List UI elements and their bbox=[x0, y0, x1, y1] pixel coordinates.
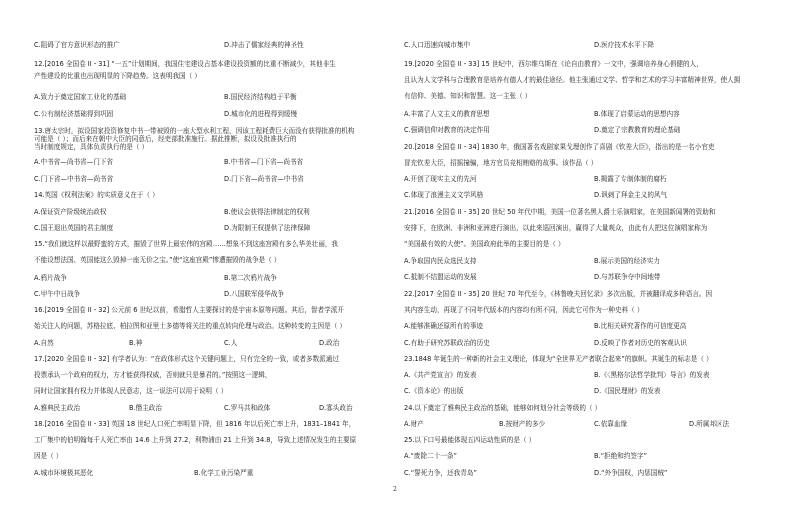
option-a: A.《共产党宣言》的发表 bbox=[404, 371, 477, 379]
option-a: A.致力于奠定国家工业化的基础 bbox=[34, 93, 127, 101]
option-d: D.医疗技术水平下降 bbox=[594, 41, 654, 49]
question-13-line: 当时制度规定，具体负责执行的是（ ） bbox=[34, 143, 149, 151]
question-15-line: 不能设想法国、英国能这么毁掉一座无价之宝。”使“这座宫殿”惨遭摧毁的战争是（ ） bbox=[34, 256, 281, 264]
question-17-line: 17.[2020 全国卷 II・32] 有学者认为：“在政体形式这个关键问题上，只有完全的一致，或者多数派通过 bbox=[34, 355, 339, 363]
question-18-line: 因是（ ） bbox=[34, 452, 63, 460]
option-a: A.丰富了人文主义的教育思想 bbox=[404, 110, 490, 118]
option-c: C.有助于研究苏联政治的历史 bbox=[404, 339, 490, 347]
option-c: C.国王退出英国的君主制度 bbox=[34, 224, 114, 232]
question-21-line: 安排下，在欧洲、非洲和亚洲进行演出，以此来巡回演出，赢得了大量观众，由此有人把这位演唱家称为 bbox=[404, 224, 708, 232]
option-b: B.神 bbox=[129, 339, 143, 347]
option-a: A.争取国内民众选民支持 bbox=[404, 257, 477, 265]
option-d: D.政治 bbox=[319, 339, 340, 347]
question-23-line: 23.1848 年诞生的一种新的社会主义理论，体现为“全世界无产者联合起来”的旗帜。其诞生的标志是（ ） bbox=[404, 355, 713, 363]
option-d: D.反映了作者对历史的客观认识 bbox=[594, 339, 687, 347]
option-a: A.中书省—尚书省—门下省 bbox=[34, 158, 114, 166]
question-20-line: 冒充钦差大臣，招摇撞骗，地方官员竞相贿赂的故事。该作品（ ） bbox=[404, 159, 598, 167]
question-24-line: 24.以下奠定了雅典民主政治的基础，能够如何划分社会等级的（ ） bbox=[404, 404, 602, 412]
question-19-line: 且认为人文学科与合理教育是培养有德人才的最佳途径。他主张通过文学、哲学和艺术的学习丰富精神世界，使人拥 bbox=[404, 76, 741, 84]
option-a: A.城市环境极其恶化 bbox=[34, 469, 94, 477]
option-d: D.八国联军侵华战争 bbox=[224, 290, 284, 298]
option-d: D.城市化的进程得到缓慢 bbox=[224, 110, 298, 118]
option-c: C.人 bbox=[224, 339, 238, 347]
option-d: D.所属邦区法 bbox=[689, 420, 730, 428]
question-25-line: 25.以下口号最能体现五四运动性质的是（ ） bbox=[404, 436, 536, 444]
question-21-line: “美国最有效的大使”。美国政府此举的主要目的是（ ） bbox=[404, 240, 565, 248]
question-19-line: 19.[2020 全国卷 II・33] 15 世纪中，西尔维乌斯在《论自由教育》一文中，强调培养身心俱健的人， bbox=[404, 60, 703, 68]
option-d: D.《国民理财》的发表 bbox=[594, 387, 661, 395]
option-d: D.“外争国权，内惩国贼” bbox=[594, 469, 668, 477]
option-a: A.鸦片战争 bbox=[34, 274, 67, 282]
question-18-line: 工厂集中的伯明翰每千人死亡率由 14.6 上升到 27.2，利物浦由 21 上升到 34.8，导致上述情况发生的主要原 bbox=[34, 436, 357, 444]
option-d: D.奠定了宗教教育的理论基础 bbox=[594, 126, 681, 134]
option-a: A.能够准确还原所有的事迹 bbox=[404, 322, 484, 330]
option-b: B.国民经济结构趋于平衡 bbox=[224, 93, 297, 101]
option-c: C.“誓死力争，还我青岛” bbox=[404, 469, 477, 477]
option-b: B.比相关研究著作的可信度更高 bbox=[594, 322, 687, 330]
option-b: B.“拒绝和约签字” bbox=[594, 452, 648, 460]
question-13-line: 13.唐太宗时，拟设国家投资修复中书一带被毁的一座大型水利工程，因该工程耗费巨大而没有获得批准的机构 bbox=[34, 127, 355, 135]
option-b: B.僭主政治 bbox=[129, 404, 162, 412]
option-c: C.体现了浪漫主义文学风格 bbox=[404, 191, 484, 199]
question-22-line: 其内容生动，再现了不同年代版本的内容均有所不同，因此它可作为一种史料（ ） bbox=[404, 306, 644, 314]
option-b: B.第二次鸦片战争 bbox=[224, 274, 277, 282]
question-18-line: 18.[2016 全国卷 II・33] 英国 18 世纪人口死亡率明显下降，但 1816 年以后死亡率上升，1831–1841 年， bbox=[34, 420, 356, 428]
option-d: D.门下省—尚书省—中书省 bbox=[224, 175, 304, 183]
option-b: B.中书省—门下省—尚书省 bbox=[224, 158, 304, 166]
option-d: D.冲击了儒家经典的神圣性 bbox=[224, 41, 304, 49]
question-21-line: 21.[2016 全国卷 II・35] 20 世纪 50 年代中期，美国一位著名黑人爵士乐演唱家，在美国新闻署的资助和 bbox=[404, 208, 716, 216]
option-c: C.《资本论》的出版 bbox=[404, 387, 464, 395]
option-c: C.公有制经济基础得到巩固 bbox=[34, 110, 114, 118]
option-c: C.依靠血缘 bbox=[594, 420, 628, 428]
option-c: C.抵制不结盟运动的发展 bbox=[404, 273, 477, 281]
option-b: B.按财产的多少 bbox=[499, 420, 546, 428]
option-c: C.甲午中日战争 bbox=[34, 290, 81, 298]
option-c: C.门下省—中书省—尚书省 bbox=[34, 175, 114, 183]
option-d: D.寡头政治 bbox=[319, 404, 353, 412]
option-c: C.罗马共和政体 bbox=[224, 404, 271, 412]
option-a: A.自然 bbox=[34, 339, 54, 347]
option-b: B.揭露了专制体制的腐朽 bbox=[594, 175, 667, 183]
option-b: B.《〈黑格尔法哲学批判〉导言》的发表 bbox=[594, 371, 710, 379]
question-15-line: 15.“我们就这样以最野蛮的方式，摧毁了世界上最宏伟的宫殿……想象不到这座宫殿有多么华美壮丽，我 bbox=[34, 240, 339, 248]
page-number: 2 bbox=[393, 486, 397, 493]
question-16-line: 始关注人的问题，苏格拉底、柏拉图和亚里士多德等将关注的重点转向伦理与政治。这种转变的主因是（ ） bbox=[34, 322, 347, 330]
question-19-line: 有信仰、美德、知识和智慧。这一主张（ ） bbox=[404, 92, 532, 100]
question-22-line: 22.[2017 全国卷 II・35] 20 世纪 70 年代至今，《林鲁晚夫回忆录》多次出版，并被翻译成多种语言。因 bbox=[404, 290, 713, 298]
option-c: C.强调信仰对教育的决定作用 bbox=[404, 126, 490, 134]
option-b: B.体现了启蒙运动的思想内容 bbox=[594, 110, 680, 118]
question-17-line: 同时让国家拥有权力并体现人民意志，这一说法可以用于说明（ ） bbox=[34, 387, 228, 395]
option-c: C.阻碍了官方意识形态的推广 bbox=[34, 41, 120, 49]
option-b: B.展示美国的经济实力 bbox=[594, 257, 660, 265]
option-a: A.开创了现实主义的先河 bbox=[404, 175, 477, 183]
option-a: A.财产 bbox=[404, 420, 424, 428]
question-14-line: 14.英国《权利法案》的实质意义在于（ ） bbox=[34, 191, 159, 199]
question-12-line: 产性建设的比重也出现明显的下降趋势。这表明我国（ ） bbox=[34, 72, 201, 80]
option-a: A.雅典民主政治 bbox=[34, 404, 81, 412]
option-a: A.保证资产阶级统治政权 bbox=[34, 208, 107, 216]
option-d: D.讽刺了拜金主义的风气 bbox=[594, 191, 668, 199]
question-17-line: 投票承认一个政府的权力，方才能获得权威，否则就只是暴君的。”按照这一逻辑， bbox=[34, 371, 272, 379]
question-12-line: 12.[2016 全国卷 II・31] “一五”计划期间，我国住宅建设占基本建设投资额的比重不断减少，其他非生 bbox=[34, 60, 336, 68]
option-c: C.人口迅速向城市集中 bbox=[404, 41, 471, 49]
option-d: D.为限制王权提供了法律保障 bbox=[224, 224, 311, 232]
question-20-line: 20.[2018 全国卷 II・34] 1830 年，俄国著名戏剧家果戈理创作了喜剧《钦差大臣》，指出的是一名小官吏 bbox=[404, 143, 715, 151]
option-b: B.化学工业污染严重 bbox=[194, 469, 254, 477]
question-16-line: 16.[2019 全国卷 II・32] 公元前 6 世纪以前，希腊哲人主要探讨的是宇宙本原等问题。其后，智者学派开 bbox=[34, 306, 344, 314]
option-b: B.使议会获得法律制定的权利 bbox=[224, 208, 310, 216]
option-a: A.“废除二十一条” bbox=[404, 452, 457, 460]
option-d: D.与苏联争夺中间地带 bbox=[594, 273, 661, 281]
question-13-line: 可能是（ ）；而后来在朝中大臣的同意后，经吏部批准施行。据此推断，拟设及批准执行的 bbox=[34, 135, 297, 143]
